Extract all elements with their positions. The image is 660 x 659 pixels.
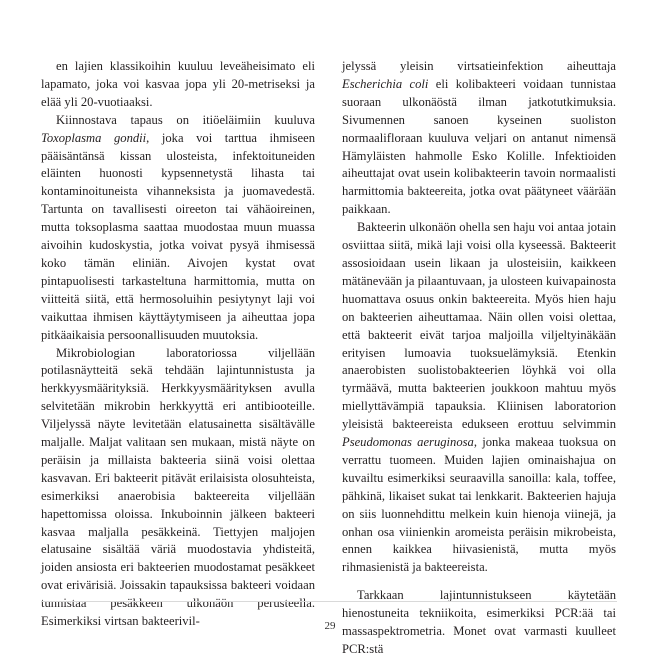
right-text-column (342, 58, 616, 659)
text-run: Kiinnostava tapaus on itiöeläimiin kuuluva (56, 112, 315, 127)
paragraph (41, 58, 315, 112)
footer-rule (41, 601, 617, 602)
text-run: Tarkkaan lajintunnistukseen käytetään hienostuneita tekniikoita, esimerkiksi PCR:ää tai massaspektrometria. Monet ovat varmasti kuulleet PCR:stä (342, 588, 616, 656)
text-run: en lajien klassikoihin kuuluu leveäheisimato eli lapamato, joka voi kasvaa jopa yli 20-metriseksi ja elää yli 20-vuotiaaksi. (41, 59, 315, 109)
paragraph (41, 345, 315, 632)
text-run: Bakteerin ulkonäön ohella sen haju voi antaa jotain osviittaa siitä, mikä laji voisi olla kyseessä. Bakteerit assosioidaan usein likaan ja ulosteisiin, kaikkeen mätänevään ja pilaantuvaan, ja ulosteen kuivapainosta huomattava osuus onkin bakteereita. Myös hien haju on bakteerien aiheuttamaa. Näin ollen voisi olettaa, että bakteerit eivät tarjoa maljoilla viljeltyinäkään erityisen lumoavia tuoksuelämyksiä. Etenkin anaerobisten suolistobakteerien löyhkä voi olla tyrmäävä, mutta bakteerien joukkoon mahtuu myös miellyttävämpiä tapauksia. Kliinisen laboratorion yleisistä bakteereista edukseen erottuu selvimmin (342, 220, 616, 432)
paragraph (41, 112, 315, 345)
page-number: 29 (324, 620, 336, 632)
left-text-column (41, 58, 315, 631)
paragraph (342, 58, 616, 219)
paragraph (342, 219, 616, 577)
text-run: Mikrobiologian laboratoriossa viljellään potilasnäytteitä sekä tehdään lajintunnistusta ja herkkyysmäärityksiä. Herkkyysmäärityksen avulla selvitetään mikrobin herkkyyttä eri antibiooteille. Viljelyssä näyte levitetään elatusainetta sisältävälle maljalle. Maljat valitaan sen mukaan, mistä näyte on peräisin ja millaista bakteeria siinä voisi olettaa kasvavan. Eri bakteerit pitävät erilaisista olosuhteista, esimerkiksi anaerobisia bakteereita viljellään hapettomissa oloissa. Inkuboinnin jälkeen bakteeri kasvaa maljalla pesäkkeinä. Tiettyjen maljojen elatusaine sisältää väriä muodostavia yhdisteitä, joiden ansiosta eri bakteerien muodostamat pesäkkeet ovat erivärisiä. Joissakin tapauksissa bakteeri voidaan tunnistaa pesäkkeen ulkonäön perusteella. Esimerkiksi virtsan bakteerivil- (41, 345, 315, 629)
italic-term: Escherichia coli (342, 76, 429, 91)
text-run: , jonka makeaa tuoksua on verrattu tuomeen. Muiden lajien ominaishajua on kuvailtu esimerkiksi seuraavilla sanoilla: kala, toffee, pähkinä, likaiset sukat tai lenkkarit. Bakteerien hajuja on siis luonnehdittu melkein kuin hienoja viinejä, ja onhan osa viinienkin aromeista peräisin mikrobeista, ennen kaikkea hiivasienistä, mutta myös rihmasienistä ja bakteereista. (342, 435, 617, 575)
text-run: , joka voi tarttua ihmiseen pääisäntänsä kissan ulosteista, infektoituneiden eläinten huonosti kypsennetystä lihasta tai kontaminoituneista vihanneksista ja juomavedestä. Tartunta on tavallisesti oireeton tai vähäoireinen, mutta toksoplasma saattaa muodostaa muun muassa aivoihin kudoskystia, jotka voivat pysyä ihmisessä koko tämän eliniän. Aivojen kystat ovat pintapuolisesti tarkasteltuna harmittomia, mutta on viitteitä siitä, että hermosoluihin pesiytynyt laji voi vaikuttaa ihmisen käyttäytymiseen ja aiheuttaa jopa pitkäaikaisia persoonallisuuden muutoksia. (41, 130, 315, 342)
italic-term: Pseudomonas aeruginosa (342, 435, 474, 450)
italic-term: Toxoplasma gondii (41, 130, 147, 145)
text-run: eli kolibakteeri voidaan tunnistaa suoraan ulkonäöstä ilman jatkotutkimuksia. Sivumennen sanoen kyseinen suoliston normaalifloraan kuuluva veljari on antanut nimensä Hämyläisten hahmolle Esko Kolille. Infektioiden aiheuttajat ovat usein kolibakteerin tavoin normaalisti harmittomia bakteereita, jotka ovat päätyneet väärään paikkaan. (342, 76, 616, 217)
text-run: jelyssä yleisin virtsatieinfektion aiheuttaja (342, 59, 616, 73)
